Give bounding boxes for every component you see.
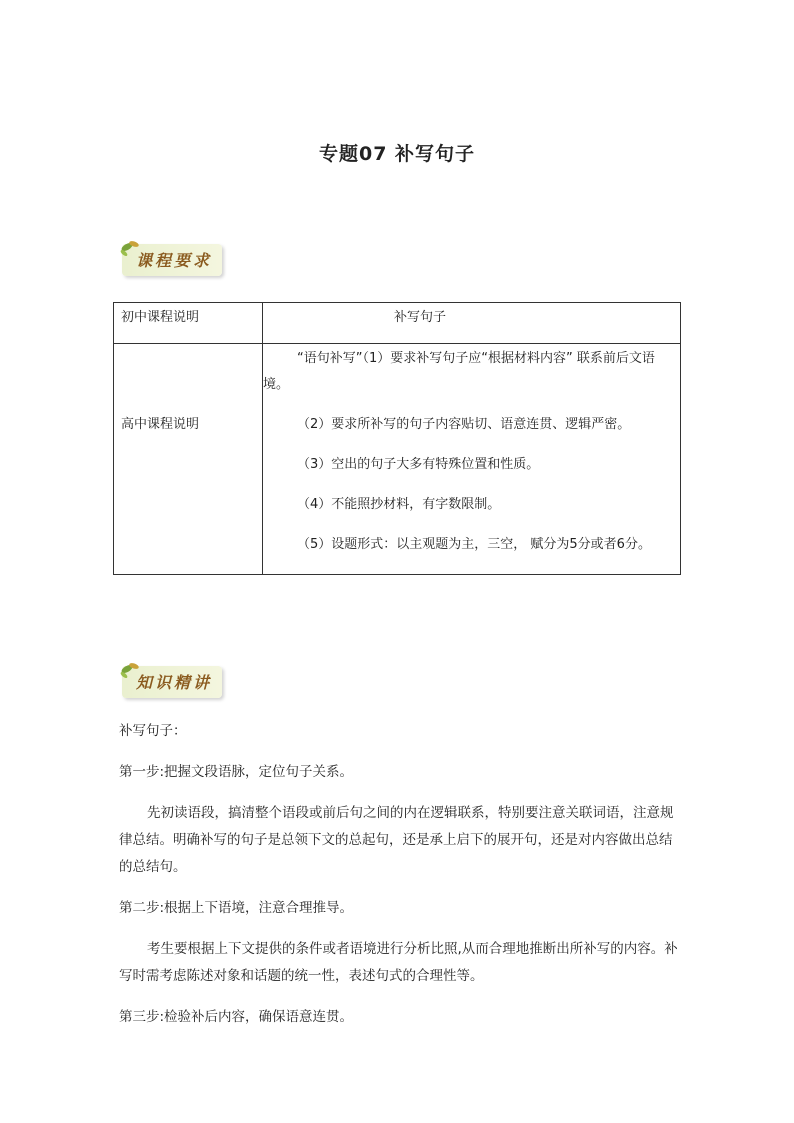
row-label: 高中课程说明 <box>121 417 200 432</box>
table-cell-value <box>263 344 681 575</box>
step-paragraph: 先初读语段，搞清整个语段或前后句之间的内在逻辑联系，特别要注意关联词语，注意规律总结。明确补写的句子是总领下文的总起句，还是承上启下的展开句，还是对内容做出总结的总结句。 <box>119 805 674 875</box>
step-heading: 第一步:把握文段语脉，定位句子关系。 <box>119 764 354 780</box>
step-heading: 第三步:检验补后内容，确保语意连贯。 <box>119 1009 354 1025</box>
requirement-item: （3）空出的句子大多有特殊位置和性质。 <box>297 457 540 472</box>
content-body <box>119 718 679 1031</box>
content-heading: 补写句子： <box>119 723 187 739</box>
requirement-item: （4）不能照抄材料，有字数限制。 <box>297 497 501 512</box>
row-label: 初中课程说明 <box>121 310 200 325</box>
badge-label: 知识精讲 <box>135 673 212 692</box>
requirement-item: （2）要求所补写的句子内容贴切、语意连贯、逻辑严密。 <box>297 417 631 432</box>
course-requirements-table <box>113 302 681 575</box>
table-cell-label <box>114 344 263 575</box>
section-badge-course-requirements <box>118 238 222 276</box>
requirement-item: （5）设题形式：以主观题为主，三空， 赋分为5分或者6分。 <box>297 537 651 552</box>
badge-label: 课程要求 <box>135 251 212 270</box>
requirement-item: “语句补写”（1）要求补写句子应“根据材料内容” 联系前后文语境。 <box>263 351 655 392</box>
table-cell-value <box>263 303 681 344</box>
table-row <box>114 303 681 344</box>
step-paragraph: 考生要根据上下文提供的条件或者语境进行分析比照,从而合理地推断出所补写的内容。补写时需考虑陈述对象和话题的统一性，表述句式的合理性等。 <box>119 941 678 984</box>
row-value: 补写句子 <box>394 310 447 325</box>
section-badge-knowledge <box>118 660 222 698</box>
table-cell-label <box>114 303 263 344</box>
step-heading: 第二步:根据上下语境，注意合理推导。 <box>119 900 354 916</box>
page-title: 专题07 补写句子 <box>318 143 476 165</box>
table-row <box>114 344 681 575</box>
